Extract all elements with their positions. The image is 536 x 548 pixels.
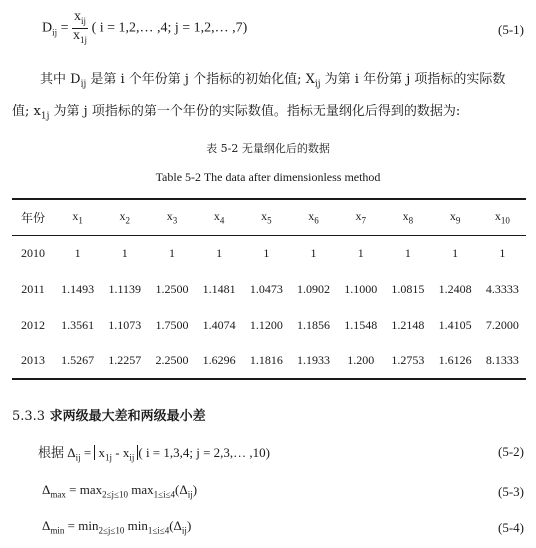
explanation-line-1 xyxy=(12,70,524,95)
table-cell: 1.1200 xyxy=(249,317,283,332)
row-year: 2013 xyxy=(21,353,45,367)
eq3-arg: (Δ xyxy=(175,482,188,497)
header-x5-sub: 5 xyxy=(267,215,272,226)
para-text-b: 是第 i 个年份第 j 个指标的初始化值; X xyxy=(86,72,315,87)
header-x1 xyxy=(54,199,101,235)
eq4-lhs: Δ xyxy=(42,518,51,533)
table-cell: 1.2257 xyxy=(108,353,142,367)
header-x7-base: x xyxy=(355,209,362,224)
table-cell: 1.1816 xyxy=(249,353,283,367)
para-sub-d: 1j xyxy=(40,111,50,122)
eq4-lhs-sub: min xyxy=(50,525,65,536)
header-x2 xyxy=(101,199,148,235)
equation-5-1 xyxy=(42,10,247,47)
table-cell: 4.3333 xyxy=(485,281,519,296)
header-x8 xyxy=(384,199,431,235)
header-x4 xyxy=(196,199,243,235)
table-cell: 1.4105 xyxy=(438,317,472,332)
eq1-equals: = xyxy=(60,20,73,36)
para-text-e: 为第 j 项指标的第一个年份的实际数值。指标无量纲化后得到的数据为: xyxy=(49,104,461,119)
row-year: 2010 xyxy=(21,245,45,260)
header-x4-sub: 4 xyxy=(219,215,225,226)
eq2-minus: - xyxy=(112,445,123,460)
table-cell: 1.4074 xyxy=(202,317,236,332)
section-heading xyxy=(12,405,206,424)
table-cell: 1.0902 xyxy=(297,281,331,296)
header-x8-sub: 8 xyxy=(408,215,414,226)
header-x7-sub: 7 xyxy=(361,215,366,226)
eq3-lhs-sub: max xyxy=(50,489,66,500)
eq1-lhs: D xyxy=(42,20,53,36)
eq2-abs-b: x xyxy=(122,445,130,460)
table-cell: 1.2148 xyxy=(391,317,425,332)
eq4-arg-close: ) xyxy=(186,518,192,533)
header-x6-base: x xyxy=(308,209,315,224)
table-cell: 1.2408 xyxy=(438,281,472,296)
table-cell: 1.6126 xyxy=(438,353,472,367)
eq2-prefix: 根据 Δ xyxy=(38,445,76,460)
table-cell: 1 xyxy=(216,245,223,260)
data-table xyxy=(12,198,526,380)
table-cell: 1 xyxy=(404,245,411,260)
table-cell: 1.1139 xyxy=(108,281,142,296)
row-year: 2011 xyxy=(21,281,45,296)
eq1-num-sub: ij xyxy=(81,15,87,26)
para-sub-b: ij xyxy=(314,79,321,90)
para-text-d: 值; x xyxy=(12,104,41,119)
table-cell: 7.2000 xyxy=(485,317,519,332)
table-cell: 1 xyxy=(74,245,81,260)
header-x8-base: x xyxy=(402,209,409,224)
eq2-absolute-value xyxy=(94,445,138,463)
eq1-den-sub: 1j xyxy=(80,34,88,45)
table-cell: 1.6296 xyxy=(202,353,236,367)
eq1-numerator xyxy=(72,10,88,29)
eq1-fraction xyxy=(72,10,88,47)
header-x5 xyxy=(243,199,290,235)
eq1-condition: ( i = 1,2,… ,4; j = 1,2,… ,7) xyxy=(91,20,248,36)
header-x9 xyxy=(432,199,479,235)
table-cell: 1.2500 xyxy=(155,281,189,296)
table-cell: 2.2500 xyxy=(155,353,189,367)
eq4-min-2: min xyxy=(124,518,148,533)
header-year: 年份 xyxy=(20,210,45,225)
section-title: 求两级最大差和两级最小差 xyxy=(49,409,206,424)
table-cell: 1 xyxy=(452,245,459,260)
equation-5-3 xyxy=(42,482,197,500)
eq4-min-1: = min xyxy=(64,518,99,533)
header-x3-base: x xyxy=(166,209,173,224)
para-text-c: 为第 i 年份第 j 项指标的实际数 xyxy=(320,72,506,87)
table-row xyxy=(12,271,526,307)
eq2-condition: ( i = 1,3,4; j = 2,3,… ,10) xyxy=(138,445,271,460)
eq3-max-1-sub: 2≤j≤10 xyxy=(102,489,128,500)
table-cell: 1 xyxy=(263,245,270,260)
eq1-lhs-sub: ij xyxy=(52,27,58,38)
header-x5-base: x xyxy=(261,209,268,224)
row-year: 2012 xyxy=(21,317,45,332)
eq2-prefix-sub: ij xyxy=(75,452,81,463)
table-cell: 1.2753 xyxy=(391,353,425,367)
header-x3-sub: 3 xyxy=(172,215,178,226)
table-cell: 1.5267 xyxy=(61,353,95,367)
header-x4-base: x xyxy=(213,209,220,224)
eq1-den-base: x xyxy=(73,27,81,43)
table-row xyxy=(12,307,526,343)
eq1-number: (5-1) xyxy=(498,22,524,37)
eq1-num-base: x xyxy=(74,9,82,24)
header-x6-sub: 6 xyxy=(314,215,319,226)
eq4-number: (5-4) xyxy=(498,520,524,535)
table-cell: 1 xyxy=(499,245,506,260)
table-cell: 1 xyxy=(310,245,317,260)
table-cell: 1.0473 xyxy=(249,281,283,296)
eq4-min-2-sub: 1≤i≤4 xyxy=(147,525,170,536)
header-x7 xyxy=(337,199,384,235)
eq4-min-1-sub: 2≤j≤10 xyxy=(98,525,125,536)
header-x1-sub: 1 xyxy=(78,215,83,226)
eq2-number: (5-2) xyxy=(498,444,524,459)
eq2-equals: = xyxy=(80,445,95,460)
header-x2-sub: 2 xyxy=(125,215,131,226)
table-cell: 1.1073 xyxy=(108,317,142,332)
equation-5-2 xyxy=(38,442,270,463)
table-cell: 1.7500 xyxy=(155,317,189,332)
eq3-max-2: max xyxy=(127,482,154,497)
eq1-denominator xyxy=(72,29,88,47)
table-cell: 1.0815 xyxy=(391,281,425,296)
eq3-max-1: = max xyxy=(65,482,103,497)
explanation-line-2 xyxy=(12,102,524,127)
header-x9-base: x xyxy=(449,209,456,224)
equation-5-4 xyxy=(42,518,191,536)
eq3-max-2-sub: 1≤i≤4 xyxy=(153,489,176,500)
header-x2-base: x xyxy=(119,209,126,224)
eq2-abs-b-sub: ij xyxy=(129,452,135,463)
header-x10 xyxy=(479,199,526,235)
eq3-number: (5-3) xyxy=(498,484,524,499)
para-text-a: 其中 D xyxy=(40,72,81,87)
header-x9-sub: 9 xyxy=(455,215,461,226)
eq4-arg-sub: ij xyxy=(181,525,187,536)
section-number: 5.3.3 xyxy=(12,409,46,424)
table-cell: 8.1333 xyxy=(485,353,519,367)
table-cell: 1.3561 xyxy=(61,317,95,332)
table-cell: 1.1548 xyxy=(344,317,378,332)
header-x1-base: x xyxy=(72,209,79,224)
table-caption-cn: 表 5-2 无量纲化后的数据 xyxy=(206,142,330,155)
eq4-arg: (Δ xyxy=(169,518,182,533)
table-row xyxy=(12,343,526,379)
header-x10-sub: 10 xyxy=(500,215,510,226)
table-cell: 1.1481 xyxy=(202,281,236,296)
eq3-arg-close: ) xyxy=(192,482,198,497)
header-x10-base: x xyxy=(494,209,501,224)
table-caption-en: Table 5-2 The data after dimensionless method xyxy=(155,170,381,184)
header-x6 xyxy=(290,199,337,235)
table-cell: 1 xyxy=(168,245,175,260)
eq2-abs-a-sub: 1j xyxy=(104,452,112,463)
table-cell: 1.200 xyxy=(347,353,375,367)
table-cell: 1.1000 xyxy=(344,281,378,296)
table-cell: 1.1933 xyxy=(297,353,331,367)
para-sub-a: ij xyxy=(80,79,87,90)
table-header-row xyxy=(12,199,526,235)
table-row xyxy=(12,235,526,271)
table-cell: 1 xyxy=(121,245,128,260)
header-x3 xyxy=(148,199,195,235)
eq3-arg-sub: ij xyxy=(187,489,193,500)
eq3-lhs: Δ xyxy=(42,482,51,497)
table-cell: 1.1856 xyxy=(297,317,331,332)
table-cell: 1 xyxy=(357,245,364,260)
eq2-abs-a: x xyxy=(98,445,105,460)
table-cell: 1.1493 xyxy=(61,281,95,296)
